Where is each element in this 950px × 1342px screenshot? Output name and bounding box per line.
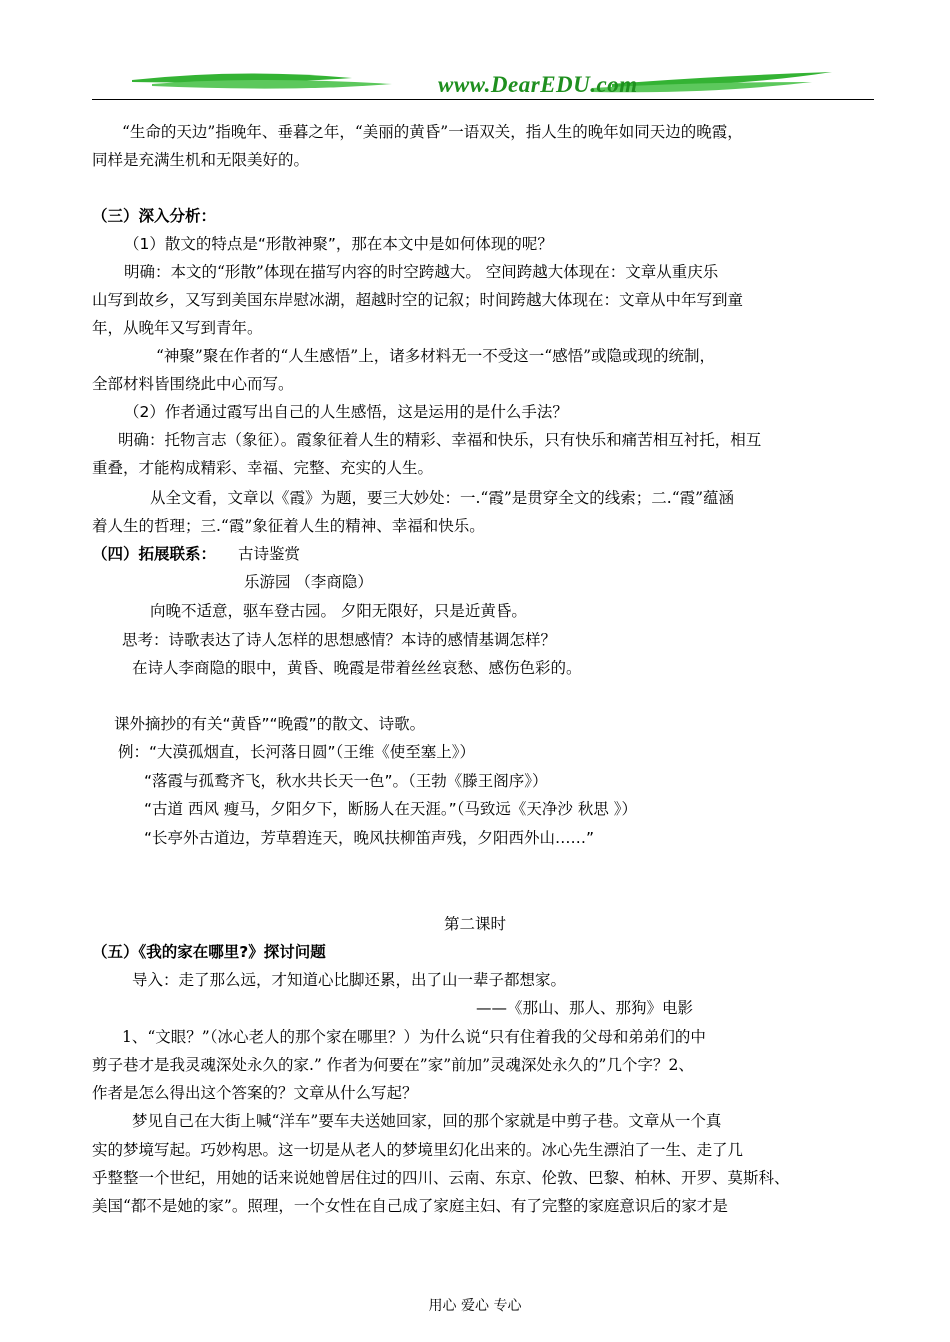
- paragraph-line: 山写到故乡，又写到美国东岸慰冰湖，超越时空的记叙；时间跨越大体现在：文章从中年写到童: [92, 291, 744, 309]
- paragraph-line: 年，从晚年又写到青年。: [92, 319, 263, 337]
- question-line: 思考：诗歌表达了诗人怎样的思想感情？本诗的感情基调怎样？: [122, 631, 557, 649]
- lesson-title: 第二课时: [443, 915, 506, 933]
- paragraph-line: 同样是充满生机和无限美好的。: [92, 151, 310, 169]
- paragraph-line: 乎整整一个世纪，用她的话来说她曾居住过的四川、云南、东京、伦敦、巴黎、柏林、开罗、莫斯科、: [92, 1169, 790, 1187]
- paragraph-line: 美国“都不是她的家”。照理，一个女性在自己成了家庭主妇、有了完整的家庭意识后的家才是: [92, 1197, 728, 1215]
- paragraph-line: 课外摘抄的有关“黄昏”“晚霞”的散文、诗歌。: [114, 715, 426, 733]
- attribution-line: ——《那山、那人、那狗》电影: [476, 999, 694, 1017]
- paragraph-line: 梦见自己在大街上喊“洋车”要车夫送她回家，回的那个家就是中剪子巷。文章从一个真: [132, 1112, 722, 1130]
- question-line: （1）散文的特点是“形散神聚”，那在本文中是如何体现的呢？: [124, 235, 553, 253]
- section-heading: （五）《我的家在哪里?》探讨问题: [92, 943, 326, 961]
- quote-line: “落霞与孤鹜齐飞，秋水共长天一色”。（王勃《滕王阁序》）: [144, 772, 548, 790]
- paragraph-line: 1、“文眼？”（冰心老人的那个家在哪里？）为什么说“只有住着我的父母和弟弟们的中: [122, 1028, 706, 1046]
- paragraph-line: 导入：走了那么远，才知道心比脚还累，出了山一辈子都想家。: [132, 971, 567, 989]
- paragraph-line: 在诗人李商隐的眼中，黄昏、晚霞是带着丝丝哀愁、感伤色彩的。: [132, 659, 582, 677]
- question-line: （2）作者通过霞写出自己的人生感悟，这是运用的是什么手法？: [124, 403, 568, 421]
- quote-line: “长亭外古道边，芳草碧连天，晚风扶柳笛声残，夕阳西外山……”: [144, 829, 595, 847]
- paragraph-line: 全部材料皆围绕此中心而写。: [92, 375, 294, 393]
- paragraph-line: “神聚”聚在作者的“人生感悟”上，诸多材料无一不受这一“感悟”或隐或现的统制，: [156, 347, 716, 365]
- poem-text: 向晚不适意，驱车登古园。 夕阳无限好，只是近黄昏。: [150, 602, 527, 620]
- page-footer: 用心 爱心 专心: [428, 1298, 522, 1314]
- paragraph-line: 作者是怎么得出这个答案的？文章从什么写起？: [92, 1084, 418, 1102]
- section-heading: （四）拓展联系：: [92, 545, 217, 563]
- paragraph-line: 剪子巷才是我灵魂深处永久的家.” 作者为何要在”家”前加”灵魂深处永久的”几个字？2、: [92, 1056, 694, 1074]
- paragraph-line: 明确：本文的“形散”体现在描写内容的时空跨越大。 空间跨越大体现在：文章从重庆乐: [124, 263, 719, 281]
- paragraph-line: 从全文看，文章以《霞》为题，要三大妙处：一.“霞”是贯穿全文的线索；二.“霞”蕴涵: [150, 489, 735, 507]
- paragraph-line: 着人生的哲理；三.“霞”象征着人生的精神、幸福和快乐。: [92, 517, 485, 535]
- poem-title: 乐游园 （李商隐）: [244, 573, 373, 591]
- quote-line: 例：“大漠孤烟直，长河落日圆”（王维《使至塞上》）: [118, 743, 476, 761]
- quote-line: “古道 西风 瘦马，夕阳夕下，断肠人在天涯。”（马致远《天净沙 秋思 》）: [144, 800, 638, 818]
- paragraph-line: 实的梦境写起。巧妙构思。这一切是从老人的梦境里幻化出来的。冰心先生漂泊了一生、走了几: [92, 1141, 744, 1159]
- site-logo-text: www.DearEDU.com: [438, 72, 638, 97]
- paragraph-line: “生命的天边”指晚年、垂暮之年，“美丽的黄昏”一语双关，指人生的晚年如同天边的晚霞，: [122, 123, 743, 141]
- section-heading: （三）深入分析：: [92, 207, 217, 225]
- subheading-text: 古诗鉴赏: [238, 545, 301, 563]
- paragraph-line: 明确：托物言志（象征）。霞象征着人生的精彩、幸福和快乐，只有快乐和痛苦相互衬托，相互: [118, 431, 762, 449]
- header-rule: [92, 99, 874, 100]
- paragraph-line: 重叠，才能构成精彩、幸福、完整、充实的人生。: [92, 459, 434, 477]
- site-header: [92, 62, 874, 102]
